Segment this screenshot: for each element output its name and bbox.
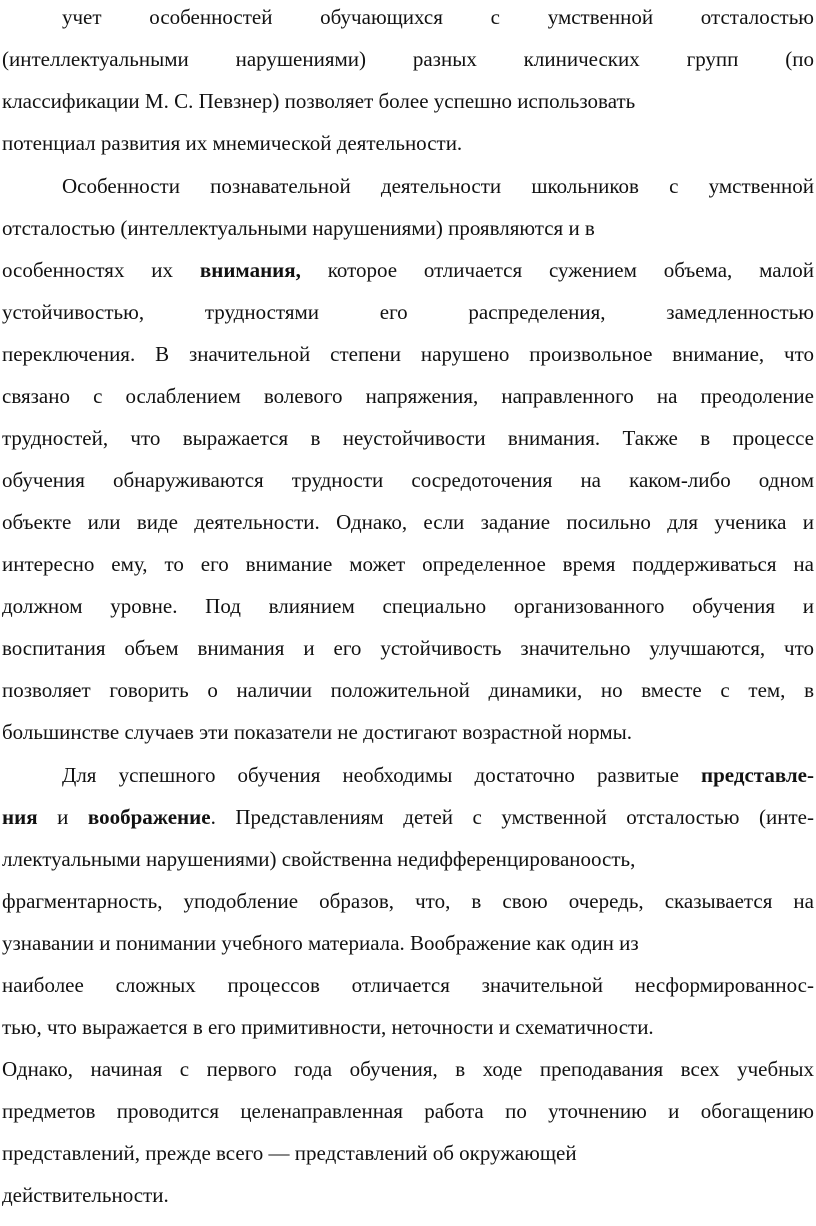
text-line: Для успешного обучения необходимы достаточно развитые представле-	[62, 763, 814, 787]
text-line: предметов проводится целенаправленная работа по уточнению и обогащению	[2, 1099, 814, 1123]
text-line: Однако, начиная с первого года обучения, в ходе преподавания всех учебных	[2, 1057, 814, 1081]
text-line: объекте или виде деятельности. Однако, если задание посильно для ученика и	[2, 510, 814, 534]
bold-term: представле-	[701, 763, 814, 787]
text-line: трудностей, что выражается в неустойчивости внимания. Также в процессе	[2, 426, 814, 450]
text-line: обучения обнаруживаются трудности сосредоточения на каком-либо одном	[2, 468, 814, 492]
text-line: потенциал развития их мнемической деятельности.	[2, 131, 463, 155]
text-line: ния и воображение. Представлениям детей с умственной отсталостью (инте-	[2, 805, 814, 829]
bold-term: ния	[2, 805, 38, 829]
text-line: связано с ослаблением волевого напряжения, направленного на преодоление	[2, 384, 814, 408]
text-line: действительности.	[2, 1183, 169, 1207]
text-line: позволяет говорить о наличии положительной динамики, но вместе с тем, в	[2, 678, 814, 702]
text-line: устойчивостью, трудностями его распределения, замедленностью	[2, 300, 814, 324]
text-line: особенностях их внимания, которое отличается сужением объема, малой	[2, 258, 814, 282]
text-line: должном уровне. Под влиянием специально организованного обучения и	[2, 594, 814, 618]
text-line: тью, что выражается в его примитивности, неточности и схематичности.	[2, 1015, 654, 1039]
text-line: наиболее сложных процессов отличается значительной несформированнос-	[2, 973, 814, 997]
text-line: ллектуальными нарушениями) свойственна недифференцированоость,	[2, 847, 636, 871]
text-line: фрагментарность, уподобление образов, что, в свою очередь, сказывается на	[2, 889, 814, 913]
text-line: отсталостью (интеллектуальными нарушениями) проявляются и в	[2, 216, 595, 240]
text-line: (интеллектуальными нарушениями) разных клинических групп (по	[2, 47, 814, 71]
bold-term: воображение	[87, 805, 211, 829]
text-line: большинстве случаев эти показатели не достигают возрастной нормы.	[2, 720, 633, 744]
text-line: представлений, прежде всего — представлений об окружающей	[2, 1141, 577, 1165]
bold-term: внимания,	[199, 258, 301, 282]
text-line: интересно ему, то его внимание может определенное время поддерживаться на	[2, 552, 814, 576]
text-line: воспитания объем внимания и его устойчивость значительно улучшаются, что	[2, 636, 814, 660]
text-line: узнавании и понимании учебного материала. Воображение как один из	[2, 931, 639, 955]
text-line: Особенности познавательной деятельности школьников с умственной	[62, 174, 814, 198]
text-line: переключения. В значительной степени нарушено произвольное внимание, что	[2, 342, 814, 366]
text-line: учет особенностей обучающихся с умственной отсталостью	[62, 5, 814, 29]
text-line: классификации М. С. Певзнер) позволяет более успешно использовать	[2, 89, 636, 113]
